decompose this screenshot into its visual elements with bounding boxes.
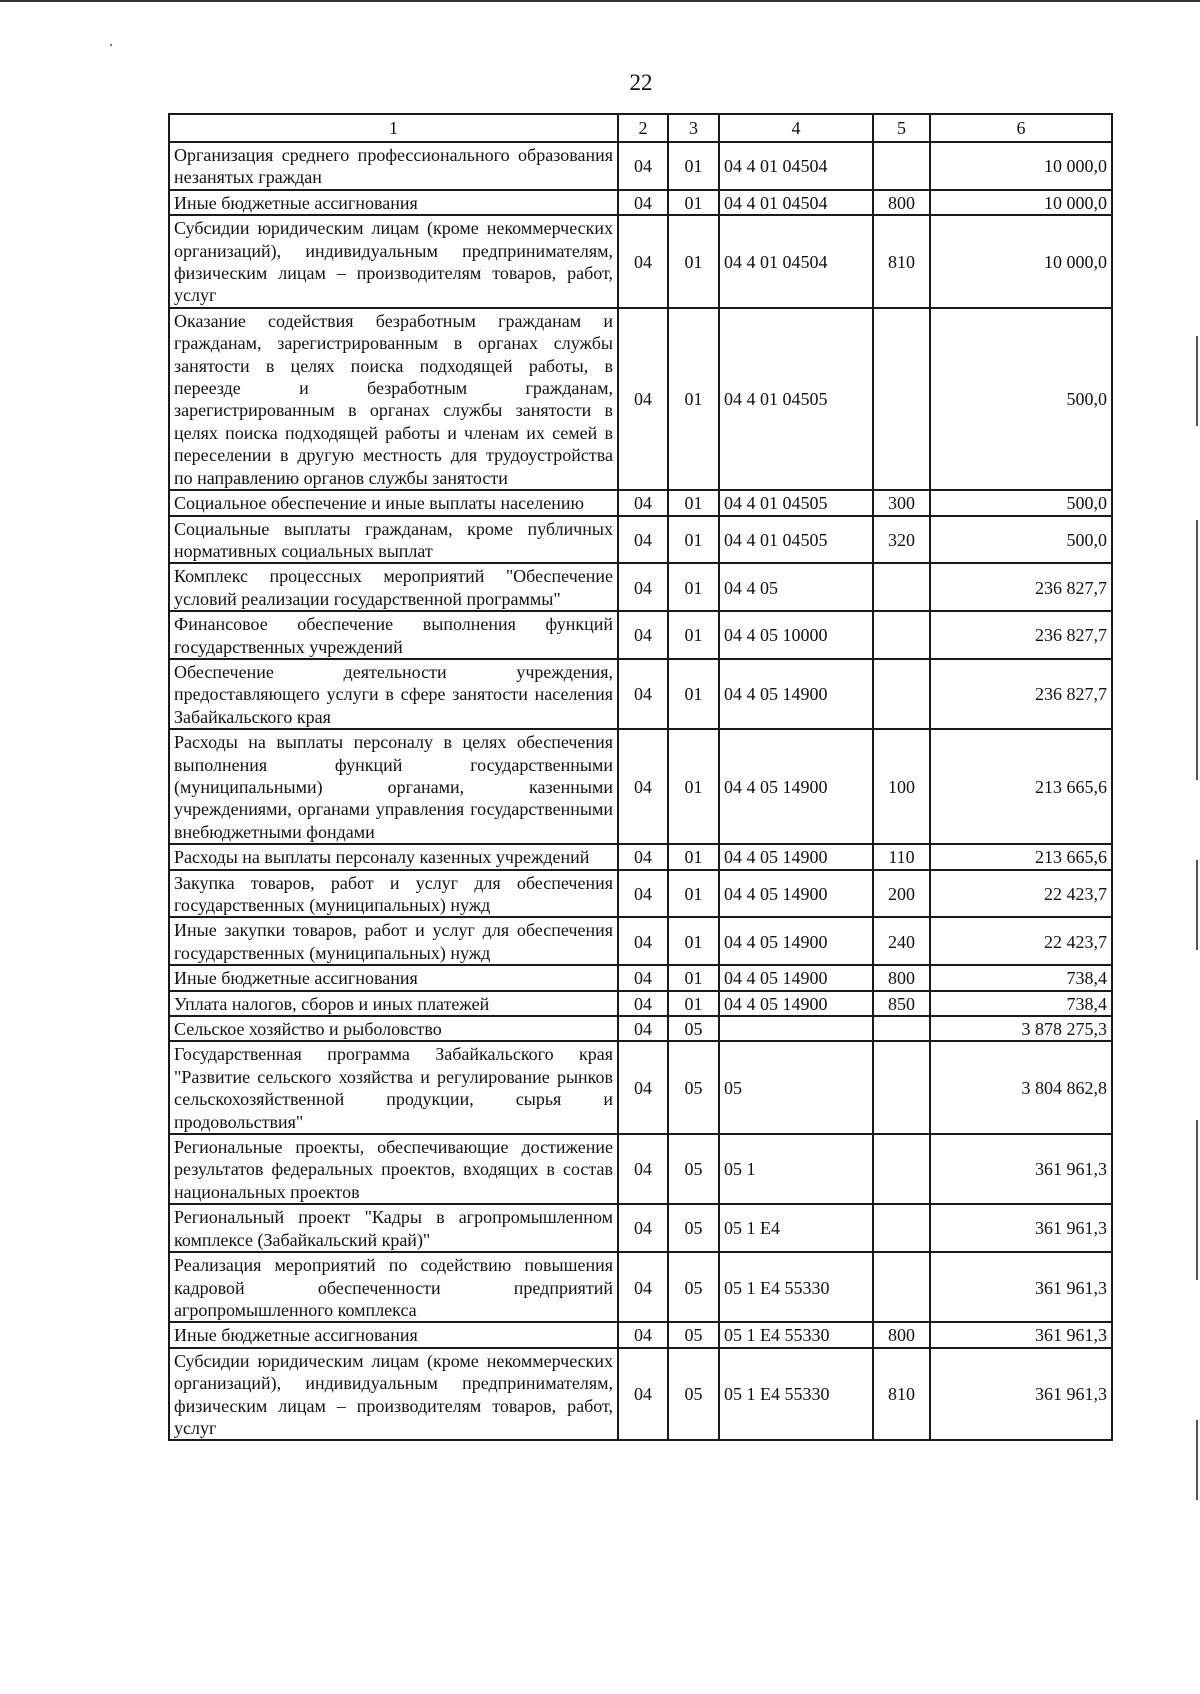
cell-section: 04: [618, 1041, 668, 1134]
cell-subsection: 01: [668, 844, 719, 869]
page-top-border: [0, 0, 1200, 2]
cell-subsection: 05: [668, 1041, 719, 1134]
cell-expense-type: 110: [873, 844, 930, 869]
cell-name: Государственная программа Забайкальского края "Развитие сельского хозяйства и регулирование рынков сельскохозяйственной продукции, сырья и продовольствия": [169, 1041, 618, 1134]
cell-target-article: 04 4 01 04505: [719, 516, 873, 564]
cell-expense-type: 320: [873, 516, 930, 564]
cell-section: 04: [618, 1252, 668, 1322]
table-row: [169, 1204, 1112, 1252]
cell-expense-type: [873, 1041, 930, 1134]
cell-section: 04: [618, 1348, 668, 1441]
cell-section: 04: [618, 563, 668, 611]
column-header-target-article: 4: [719, 114, 873, 142]
column-header-name: 1: [169, 114, 618, 142]
cell-amount: 22 423,7: [930, 917, 1112, 965]
cell-amount: 738,4: [930, 965, 1112, 990]
table-row: [169, 1252, 1112, 1322]
cell-target-article: 04 4 05 14900: [719, 965, 873, 990]
cell-name: Социальное обеспечение и иные выплаты населению: [169, 490, 618, 515]
cell-expense-type: 850: [873, 991, 930, 1016]
cell-amount: 213 665,6: [930, 844, 1112, 869]
cell-name: Организация среднего профессионального образования незанятых граждан: [169, 142, 618, 190]
cell-expense-type: [873, 1252, 930, 1322]
cell-expense-type: 800: [873, 190, 930, 215]
table-row: [169, 1348, 1112, 1441]
cell-target-article: 04 4 05 10000: [719, 611, 873, 659]
cell-section: 04: [618, 516, 668, 564]
cell-subsection: 05: [668, 1348, 719, 1441]
cell-subsection: 01: [668, 142, 719, 190]
cell-section: 04: [618, 190, 668, 215]
cell-expense-type: [873, 611, 930, 659]
cell-target-article: 05 1: [719, 1134, 873, 1204]
cell-name: Закупка товаров, работ и услуг для обеспечения государственных (муниципальных) нужд: [169, 870, 618, 918]
cell-subsection: 01: [668, 659, 719, 729]
cell-target-article: 04 4 01 04504: [719, 215, 873, 308]
cell-subsection: 01: [668, 917, 719, 965]
cell-target-article: 04 4 05 14900: [719, 844, 873, 869]
cell-target-article: 05: [719, 1041, 873, 1134]
cell-section: 04: [618, 215, 668, 308]
table-row: [169, 991, 1112, 1016]
scan-edge-mark: [1196, 1420, 1198, 1500]
cell-expense-type: [873, 1016, 930, 1041]
table-row: [169, 142, 1112, 190]
cell-target-article: 04 4 05: [719, 563, 873, 611]
scan-edge-mark: [1196, 520, 1198, 780]
table-row: [169, 1322, 1112, 1347]
cell-amount: 361 961,3: [930, 1204, 1112, 1252]
cell-amount: 236 827,7: [930, 611, 1112, 659]
cell-section: 04: [618, 659, 668, 729]
scan-edge-mark: [1196, 860, 1198, 950]
table-row: [169, 1041, 1112, 1134]
table-row: [169, 844, 1112, 869]
table-row: [169, 1134, 1112, 1204]
cell-amount: 361 961,3: [930, 1348, 1112, 1441]
cell-amount: 213 665,6: [930, 729, 1112, 844]
cell-subsection: 01: [668, 190, 719, 215]
cell-amount: 361 961,3: [930, 1322, 1112, 1347]
cell-subsection: 01: [668, 215, 719, 308]
cell-name: Оказание содействия безработным гражданам и гражданам, зарегистрированным в органах службы занятости в целях поиска подходящей работы, в переезде и безработным гражданам, зарегистрированным в органах службы занятости в целях поиска подходящей работы и членам их семей в переселении в другую местность для трудоустройства по направлению органов службы занятости: [169, 308, 618, 490]
cell-target-article: 04 4 01 04505: [719, 490, 873, 515]
cell-amount: 500,0: [930, 490, 1112, 515]
cell-target-article: 04 4 01 04505: [719, 308, 873, 490]
cell-target-article: 04 4 05 14900: [719, 991, 873, 1016]
cell-section: 04: [618, 729, 668, 844]
cell-name: Уплата налогов, сборов и иных платежей: [169, 991, 618, 1016]
cell-amount: 236 827,7: [930, 659, 1112, 729]
cell-section: 04: [618, 1016, 668, 1041]
cell-expense-type: 810: [873, 215, 930, 308]
cell-target-article: [719, 1016, 873, 1041]
cell-expense-type: [873, 563, 930, 611]
scan-speck: [110, 44, 112, 46]
cell-name: Реализация мероприятий по содействию повышения кадровой обеспеченности предприятий агропромышленного комплекса: [169, 1252, 618, 1322]
cell-name: Финансовое обеспечение выполнения функций государственных учреждений: [169, 611, 618, 659]
cell-subsection: 01: [668, 308, 719, 490]
column-header-subsection: 3: [668, 114, 719, 142]
cell-name: Сельское хозяйство и рыболовство: [169, 1016, 618, 1041]
cell-name: Региональный проект "Кадры в агропромышленном комплексе (Забайкальский край)": [169, 1204, 618, 1252]
cell-subsection: 01: [668, 965, 719, 990]
cell-amount: 10 000,0: [930, 215, 1112, 308]
cell-expense-type: 200: [873, 870, 930, 918]
cell-target-article: 04 4 05 14900: [719, 917, 873, 965]
cell-target-article: 04 4 01 04504: [719, 190, 873, 215]
cell-section: 04: [618, 991, 668, 1016]
cell-subsection: 05: [668, 1016, 719, 1041]
cell-section: 04: [618, 142, 668, 190]
cell-section: 04: [618, 917, 668, 965]
cell-subsection: 01: [668, 991, 719, 1016]
cell-name: Иные бюджетные ассигнования: [169, 190, 618, 215]
cell-expense-type: 810: [873, 1348, 930, 1441]
cell-target-article: 05 1 Е4: [719, 1204, 873, 1252]
cell-section: 04: [618, 870, 668, 918]
cell-section: 04: [618, 965, 668, 990]
cell-expense-type: 100: [873, 729, 930, 844]
table-row: [169, 190, 1112, 215]
cell-target-article: 04 4 01 04504: [719, 142, 873, 190]
cell-name: Социальные выплаты гражданам, кроме публичных нормативных социальных выплат: [169, 516, 618, 564]
cell-subsection: 01: [668, 611, 719, 659]
table-row: [169, 729, 1112, 844]
cell-amount: 500,0: [930, 308, 1112, 490]
cell-amount: 3 804 862,8: [930, 1041, 1112, 1134]
cell-target-article: 05 1 Е4 55330: [719, 1348, 873, 1441]
table-row: [169, 308, 1112, 490]
cell-amount: 738,4: [930, 991, 1112, 1016]
cell-amount: 361 961,3: [930, 1134, 1112, 1204]
cell-subsection: 05: [668, 1134, 719, 1204]
table-row: [169, 611, 1112, 659]
cell-target-article: 04 4 05 14900: [719, 870, 873, 918]
cell-expense-type: [873, 308, 930, 490]
table-row: [169, 659, 1112, 729]
cell-section: 04: [618, 1204, 668, 1252]
cell-subsection: 05: [668, 1322, 719, 1347]
cell-name: Субсидии юридическим лицам (кроме некоммерческих организаций), индивидуальным предпринимателям, физическим лицам – производителям товаров, работ, услуг: [169, 1348, 618, 1441]
table-row: [169, 215, 1112, 308]
table-row: [169, 965, 1112, 990]
cell-subsection: 05: [668, 1252, 719, 1322]
scan-edge-mark: [1196, 1120, 1198, 1280]
table-header-row: [169, 114, 1112, 142]
cell-amount: 10 000,0: [930, 190, 1112, 215]
cell-subsection: 01: [668, 516, 719, 564]
cell-subsection: 05: [668, 1204, 719, 1252]
cell-expense-type: [873, 142, 930, 190]
cell-amount: 500,0: [930, 516, 1112, 564]
table-row: [169, 917, 1112, 965]
cell-expense-type: 800: [873, 1322, 930, 1347]
cell-amount: 236 827,7: [930, 563, 1112, 611]
cell-section: 04: [618, 490, 668, 515]
cell-section: 04: [618, 611, 668, 659]
column-header-amount: 6: [930, 114, 1112, 142]
cell-target-article: 05 1 Е4 55330: [719, 1252, 873, 1322]
cell-name: Расходы на выплаты персоналу в целях обеспечения выполнения функций государственными (муниципальными) органами, казенными учреждениями, органами управления государственными внебюджетными фондами: [169, 729, 618, 844]
table-row: [169, 870, 1112, 918]
cell-expense-type: 800: [873, 965, 930, 990]
cell-name: Обеспечение деятельности учреждения, предоставляющего услуги в сфере занятости населения Забайкальского края: [169, 659, 618, 729]
cell-expense-type: [873, 659, 930, 729]
cell-name: Региональные проекты, обеспечивающие достижение результатов федеральных проектов, входящих в состав национальных проектов: [169, 1134, 618, 1204]
cell-name: Иные закупки товаров, работ и услуг для обеспечения государственных (муниципальных) нужд: [169, 917, 618, 965]
cell-name: Комплекс процессных мероприятий "Обеспечение условий реализации государственной программы": [169, 563, 618, 611]
table-row: [169, 1016, 1112, 1041]
cell-amount: 3 878 275,3: [930, 1016, 1112, 1041]
budget-table: [168, 113, 1113, 1441]
table-row: [169, 563, 1112, 611]
cell-subsection: 01: [668, 563, 719, 611]
cell-target-article: 04 4 05 14900: [719, 659, 873, 729]
cell-amount: 361 961,3: [930, 1252, 1112, 1322]
page-number: 22: [629, 70, 653, 95]
cell-name: Субсидии юридическим лицам (кроме некоммерческих организаций), индивидуальным предпринимателям, физическим лицам – производителям товаров, работ, услуг: [169, 215, 618, 308]
cell-amount: 22 423,7: [930, 870, 1112, 918]
cell-target-article: 04 4 05 14900: [719, 729, 873, 844]
column-header-section: 2: [618, 114, 668, 142]
cell-subsection: 01: [668, 870, 719, 918]
table-row: [169, 516, 1112, 564]
cell-name: Иные бюджетные ассигнования: [169, 1322, 618, 1347]
cell-subsection: 01: [668, 490, 719, 515]
table-body: [169, 142, 1112, 1440]
cell-name: Иные бюджетные ассигнования: [169, 965, 618, 990]
cell-expense-type: 240: [873, 917, 930, 965]
table-row: [169, 490, 1112, 515]
cell-expense-type: 300: [873, 490, 930, 515]
cell-section: 04: [618, 1134, 668, 1204]
cell-amount: 10 000,0: [930, 142, 1112, 190]
scan-edge-mark: [1196, 336, 1198, 426]
cell-expense-type: [873, 1204, 930, 1252]
column-header-expense-type: 5: [873, 114, 930, 142]
cell-expense-type: [873, 1134, 930, 1204]
cell-section: 04: [618, 844, 668, 869]
cell-section: 04: [618, 1322, 668, 1347]
cell-target-article: 05 1 Е4 55330: [719, 1322, 873, 1347]
cell-section: 04: [618, 308, 668, 490]
cell-subsection: 01: [668, 729, 719, 844]
cell-name: Расходы на выплаты персоналу казенных учреждений: [169, 844, 618, 869]
